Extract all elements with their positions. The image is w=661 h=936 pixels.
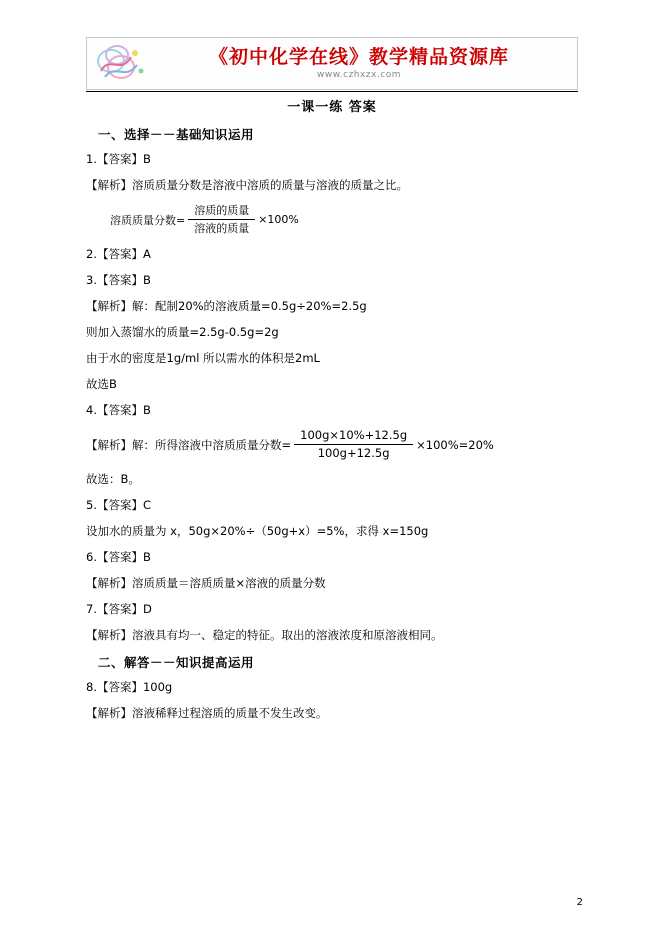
formula-label: 溶质质量分数=: [110, 213, 186, 227]
section-heading-2: 二、解答－－知识提高运用: [98, 655, 255, 670]
explanation-line: 故选：B。: [86, 472, 140, 486]
fraction-prefix: 【解析】解：所得溶液中溶质质量分数=: [86, 437, 292, 452]
answer-line: 7.【答案】D: [86, 602, 152, 616]
answer-line: 3.【答案】B: [86, 273, 151, 287]
site-logo-icon: [91, 41, 151, 87]
explanation-line: 【解析】溶质质量分数是溶液中溶质的质量与溶液的质量之比。: [86, 178, 408, 192]
answer-line: 2.【答案】A: [86, 247, 151, 261]
fraction-suffix: ×100%=20%: [416, 437, 494, 452]
explanation-line: 【解析】溶液具有均一、稳定的特征。取出的溶液浓度和原溶液相同。: [86, 628, 443, 642]
explanation-line: 则加入蒸馏水的质量=2.5g-0.5g=2g: [86, 325, 279, 339]
header-divider: [86, 91, 578, 92]
answer-line: 5.【答案】C: [86, 498, 152, 512]
answer-line: 4.【答案】B: [86, 403, 151, 417]
explanation-line: 故选B: [86, 377, 117, 391]
formula-numerator: 溶质的质量: [188, 203, 255, 220]
explanation-line: 【解析】解：配制20%的溶液质量=0.5g÷20%=2.5g: [86, 299, 367, 313]
answer-line: 6.【答案】B: [86, 550, 151, 564]
answer-line: 1.【答案】B: [86, 152, 151, 166]
explanation-line: 由于水的密度是1g/ml 所以需水的体积是2mL: [86, 351, 320, 365]
site-banner: [86, 37, 578, 90]
section-heading-1: 一、选择－－基础知识运用: [98, 127, 255, 142]
document-content: [86, 96, 578, 731]
banner-subtitle: www.czhxzx.com: [317, 70, 401, 80]
formula-fraction: [188, 203, 255, 236]
fraction-denominator: 100g+12.5g: [317, 446, 390, 460]
formula-denominator: 溶液的质量: [194, 222, 250, 235]
banner-text-block: [151, 45, 577, 82]
formula-suffix: ×100%: [258, 213, 299, 226]
page-number: 2: [576, 897, 583, 908]
page-title: 一课一练 答案: [287, 100, 377, 115]
banner-title: 《初中化学在线》教学精品资源库: [208, 46, 509, 68]
fraction-numerator: 100g×10%+12.5g: [294, 428, 413, 445]
concentration-fraction: [294, 428, 413, 461]
explanation-line: 设加水的质量为 x，50g×20%÷（50g+x）=5%，求得 x=150g: [86, 524, 429, 538]
explanation-line: 【解析】溶液稀释过程溶质的质量不发生改变。: [86, 706, 328, 720]
explanation-with-fraction: [86, 428, 578, 461]
answer-line: 8.【答案】100g: [86, 680, 173, 694]
explanation-line: 【解析】溶质质量＝溶质质量×溶液的质量分数: [86, 576, 326, 590]
mass-fraction-formula: [110, 203, 578, 236]
